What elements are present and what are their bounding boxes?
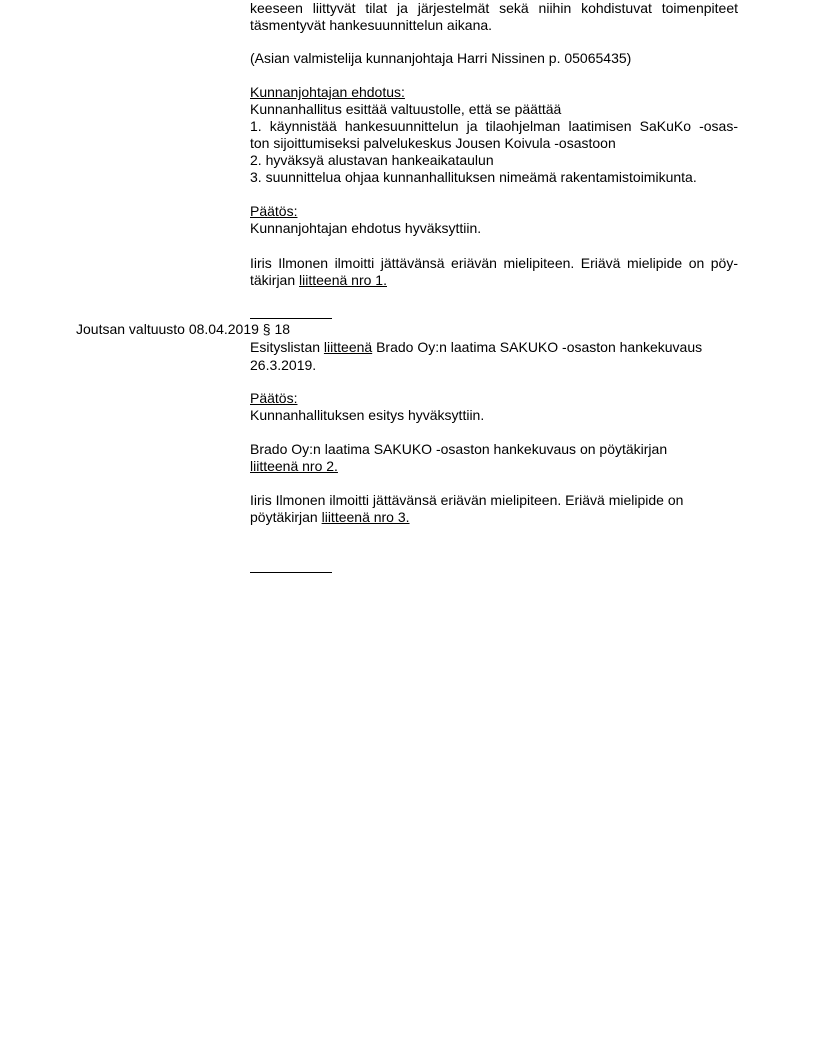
decision-heading-2: Päätös: [250,390,298,406]
intro-line-2: täsmentyvät hankesuunnittelun aikana. [250,17,493,33]
proposal-lead: Kunnanhallitus esittää valtuustolle, että se päättää [250,101,562,117]
dissent-1-prefix: täkirjan [250,272,300,288]
proposal-heading: Kunnanjohtajan ehdotus: [250,84,405,100]
proposal-item-2: 2. hyväksyä alustavan hankeaikataulun [250,152,494,168]
intro-line-2-wrap [250,17,738,34]
agenda-suffix: Brado Oy:n laatima SAKUKO -osaston hankekuvaus [372,339,703,355]
agenda-date: 26.3.2019. [250,357,317,373]
dissent-1-line-1: Iiris Ilmonen ilmoitti jättävänsä eriävän mielipiteen. Eriävä mielipide on pöy- [250,255,738,271]
preparer-note: (Asian valmistelija kunnanjohtaja Harri Nissinen p. 05065435) [250,50,632,66]
agenda-block [250,339,738,374]
proposal-item-1-line-1: 1. käynnistää hankesuunnittelun ja tilaohjelman laatimisen SaKuKo -osas- [250,118,738,134]
meeting-heading: Joutsan valtuusto 08.04.2019 § 18 [76,321,291,337]
agenda-attachment-link[interactable]: liitteenä [323,339,373,355]
dissent-block-2 [250,492,738,526]
dissent-2-line-1: Iiris Ilmonen ilmoitti jättävänsä eriävän mielipiteen. Eriävä mielipide on [250,492,684,508]
attachment-link-2[interactable]: liitteenä nro 2. [250,458,338,474]
attachment-2-line-2 [250,458,738,475]
dissent-1-line-2 [250,272,738,289]
preparer-wrap [250,50,738,67]
decision-heading-1: Päätös: [250,203,298,219]
dissent-2-line-2 [250,509,738,526]
separator-line-2 [250,571,332,573]
decision-block-2 [250,390,738,424]
attachment-link-3[interactable]: liitteenä nro 3. [321,509,410,525]
dissent-2-prefix: pöytäkirjan [250,509,322,525]
proposal-item-1-line-2: ton sijoittumiseksi palvelukeskus Jousen Koivula -osastoon [250,135,616,151]
intro-line-1: keeseen liittyvät tilat ja järjestelmät sekä niihin kohdistuvat toimenpiteet [250,0,738,16]
decision-block-1 [250,203,738,237]
section-1 [250,0,738,17]
agenda-line-1 [250,339,738,356]
separator-2-wrap [250,560,738,577]
decision-text-2: Kunnanhallituksen esitys hyväksyttiin. [250,407,485,423]
agenda-prefix: Esityslistan [250,339,324,355]
proposal-block [250,84,738,186]
separator-line-1 [250,317,332,319]
dissent-block-1 [250,255,738,289]
proposal-item-3: 3. suunnittelua ohjaa kunnanhallituksen nimeämä rakentamistoimikunta. [250,169,697,185]
decision-text-1: Kunnanjohtajan ehdotus hyväksyttiin. [250,220,482,236]
separator-1-wrap [250,306,738,323]
attachment-block-2 [250,441,738,475]
attachment-link-1[interactable]: liitteenä nro 1. [299,272,387,288]
attachment-2-line-1: Brado Oy:n laatima SAKUKO -osaston hankekuvaus on pöytäkirjan [250,441,668,457]
